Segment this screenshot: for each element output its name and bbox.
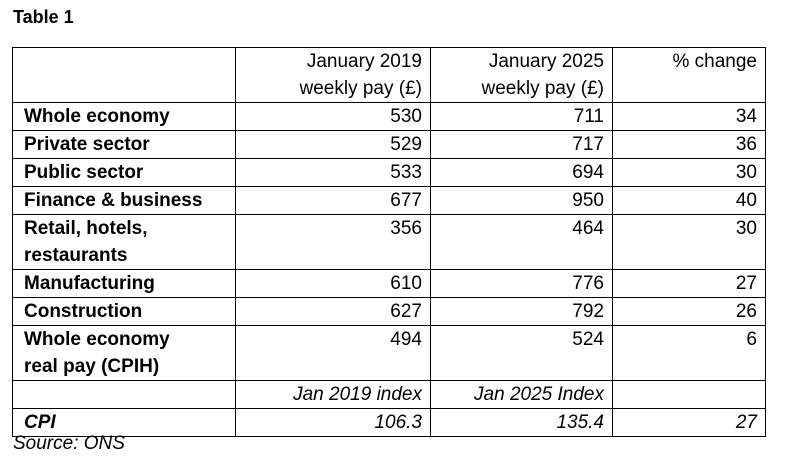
row-label-line: Whole economy [24,106,170,127]
table-row [13,270,766,298]
row-label-line: restaurants [24,245,128,266]
row-label-line: Finance & business [24,190,203,211]
cell-change: 27 [613,270,766,298]
cell-jan2019: 529 [236,131,431,159]
row-label-line: Retail, hotels, [24,218,148,239]
header-jan2019 [236,48,431,103]
cell-jan2019: 610 [236,270,431,298]
header-jan2019-line2: weekly pay (£) [299,78,422,99]
cell-jan2025: 792 [431,298,613,326]
header-empty [13,48,236,103]
row-label [13,326,236,381]
header-jan2025-line2: weekly pay (£) [481,78,604,99]
row-label [13,131,236,159]
index-change [613,381,766,409]
row-label-line: real pay (CPIH) [24,356,160,377]
row-label-line: Manufacturing [24,273,155,294]
cell-jan2025: 694 [431,159,613,187]
row-label [13,215,236,270]
cell-change: 6 [613,326,766,381]
cell-change: 36 [613,131,766,159]
cell-jan2019: 677 [236,187,431,215]
cell-change: 30 [613,215,766,270]
cell-jan2025: 464 [431,215,613,270]
cpi-jan2025: 135.4 [431,409,613,437]
cell-jan2019: 356 [236,215,431,270]
row-label-line: Private sector [24,134,150,155]
table-row [13,103,766,131]
table-row [13,215,766,270]
header-row [13,48,766,103]
cell-change: 30 [613,159,766,187]
header-jan2025-line1: January 2025 [488,51,604,72]
cpi-jan2019: 106.3 [236,409,431,437]
index-label [13,381,236,409]
row-label [13,103,236,131]
cell-jan2019: 494 [236,326,431,381]
index-jan2025: Jan 2025 Index [431,381,613,409]
header-jan2019-line1: January 2019 [306,51,422,72]
index-jan2019: Jan 2019 index [236,381,431,409]
cell-change: 40 [613,187,766,215]
cell-jan2019: 530 [236,103,431,131]
table-row [13,298,766,326]
row-label-line: Public sector [24,162,144,183]
row-label-line: Construction [24,301,143,322]
pay-table [12,47,766,437]
header-change [613,48,766,103]
cell-jan2019: 627 [236,298,431,326]
cell-jan2025: 711 [431,103,613,131]
cpi-change: 27 [613,409,766,437]
table-row [13,159,766,187]
table-row [13,131,766,159]
cell-change: 26 [613,298,766,326]
source-note: Source: ONS [13,433,125,454]
cpi-row [13,409,766,437]
cpi-label: CPI [13,409,236,437]
row-label-line: Whole economy [24,329,170,350]
index-row [13,381,766,409]
header-change-line1: % change [672,51,757,72]
header-jan2025 [431,48,613,103]
cell-change: 34 [613,103,766,131]
row-label [13,270,236,298]
row-label [13,298,236,326]
table-row [13,326,766,381]
cell-jan2025: 717 [431,131,613,159]
table-caption: Table 1 [13,7,74,27]
cell-jan2025: 524 [431,326,613,381]
row-label [13,187,236,215]
row-label [13,159,236,187]
cell-jan2025: 950 [431,187,613,215]
cell-jan2025: 776 [431,270,613,298]
table-row [13,187,766,215]
cell-jan2019: 533 [236,159,431,187]
